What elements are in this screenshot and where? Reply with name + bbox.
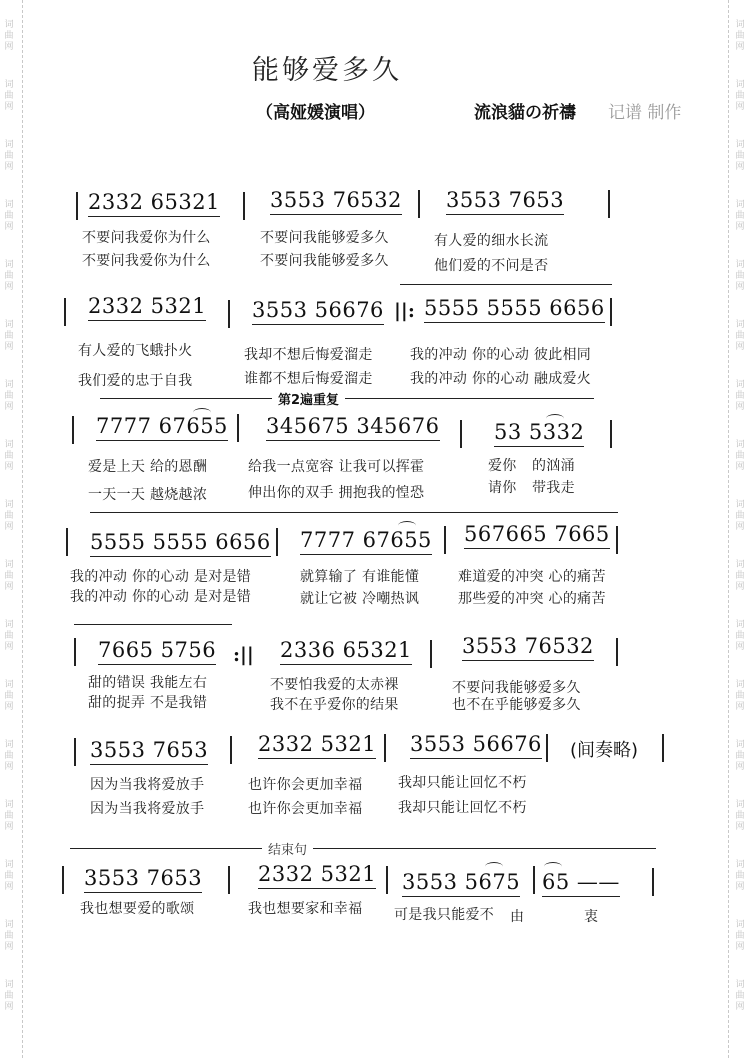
lyric-line: 我的冲动 你的心动 是对是错: [70, 589, 252, 605]
lyric-line: 我的冲动 你的心动 融成爱火: [410, 371, 592, 387]
volta-bracket: [400, 284, 612, 285]
barline: [546, 734, 548, 762]
interlude-note: (间奏略): [570, 740, 639, 761]
lyric-line: 也不在乎能够爱多久: [452, 697, 581, 713]
watermark-text: 词 曲 网: [735, 740, 745, 772]
lyric-line: 我也想要爱的歌颂: [80, 901, 195, 917]
watermark-text: 词 曲 网: [735, 800, 745, 832]
lyric-line: 不要问我爱你为什么: [82, 253, 211, 269]
barline: [610, 420, 612, 448]
lyric-line: 爱是上天 给的恩酬: [88, 459, 208, 475]
barline: [74, 738, 76, 766]
notation-measure: 3553 76532: [270, 188, 402, 212]
barline: [533, 866, 535, 894]
watermark-text: 词 曲 网: [4, 560, 14, 592]
song-title: 能够爱多久: [252, 55, 402, 86]
watermark-text: 词 曲 网: [4, 860, 14, 892]
lyric-line: 不要怕我爱的太赤裸: [270, 677, 399, 693]
lyric-line: 爱你: [488, 458, 517, 474]
watermark-text: 词 曲 网: [4, 800, 14, 832]
watermark-text: 词 曲 网: [735, 560, 745, 592]
lyric-line: 不要问我爱你为什么: [82, 230, 211, 246]
barline: [74, 638, 76, 666]
tie-arc: [398, 521, 416, 530]
lyric-line: 衷: [584, 909, 599, 925]
watermark-text: 词 曲 网: [4, 500, 14, 532]
lyric-line: 我的冲动 你的心动 是对是错: [70, 569, 252, 585]
lyric-line: 我也想要家和幸福: [248, 901, 363, 917]
lyric-line: 难道爱的冲突 心的痛苦: [458, 569, 606, 585]
lyric-line: 由: [510, 909, 525, 925]
lyric-line: 带我走: [532, 480, 575, 496]
notation-measure: 7777 67655: [96, 414, 228, 438]
lyric-line: 甜的捉弄 不是我错: [88, 695, 208, 711]
barline: [662, 734, 664, 762]
notation-measure: 3553 56676: [252, 298, 384, 322]
lyric-line: 不要问我能够爱多久: [452, 680, 581, 696]
barline: [228, 300, 230, 328]
barline: [62, 866, 64, 894]
lyric-line: 也许你会更加幸福: [248, 801, 363, 817]
lyric-line: 因为当我将爱放手: [90, 801, 205, 817]
watermark-text: 词 曲 网: [735, 620, 745, 652]
lyric-line: 他们爱的不问是否: [434, 258, 549, 274]
repeat-start-sign: ||:: [394, 300, 415, 322]
singer-subtitle: （高娅媛演唱）: [256, 103, 375, 123]
tie-arc: [546, 414, 564, 423]
watermark-text: 词 曲 网: [4, 380, 14, 412]
notation-measure: 5555 5555 6656: [424, 296, 605, 320]
watermark-text: 词 曲 网: [735, 860, 745, 892]
watermark-text: 词 曲 网: [4, 440, 14, 472]
barline: [386, 866, 388, 894]
repeat-end-sign: :||: [233, 644, 254, 666]
lyric-line: 的汹涌: [532, 458, 575, 474]
notation-measure: 5555 5555 6656: [90, 530, 271, 554]
ending-line: [70, 848, 656, 849]
notation-measure: 7777 67655: [300, 528, 432, 552]
barline: [243, 192, 245, 220]
lyric-line: 那些爱的冲突 心的痛苦: [458, 591, 606, 607]
lyric-line: 就让它被 冷嘲热讽: [300, 591, 420, 607]
lyric-line: 不要问我能够爱多久: [260, 253, 389, 269]
lyric-line: 请你: [488, 480, 517, 496]
notation-measure: 3553 56676: [410, 732, 542, 756]
barline: [608, 190, 610, 218]
watermark-text: 词 曲 网: [735, 260, 745, 292]
notation-measure: 3553 7653: [446, 188, 564, 212]
barline: [418, 190, 420, 218]
lyric-line: 我却只能让回忆不朽: [398, 775, 527, 791]
barline: [276, 528, 278, 556]
watermark-text: 词 曲 网: [735, 500, 745, 532]
lyric-line: 我却只能让回忆不朽: [398, 800, 527, 816]
watermark-text: 词 曲 网: [735, 80, 745, 112]
barline: [64, 298, 66, 326]
lyric-line: 也许你会更加幸福: [248, 777, 363, 793]
left-cut-line: [22, 0, 23, 1058]
lyric-line: 我们爱的忠于自我: [78, 373, 193, 389]
barline: [616, 526, 618, 554]
notation-measure: 3553 7653: [90, 738, 208, 762]
volta-bracket: [74, 624, 232, 625]
barline: [76, 192, 78, 220]
watermark-text: 词 曲 网: [4, 260, 14, 292]
barline: [66, 528, 68, 556]
watermark-text: 词 曲 网: [735, 980, 745, 1012]
ending-label: 结束句: [262, 839, 313, 858]
notation-measure: 2332 5321: [258, 862, 376, 886]
volta-bracket: [90, 512, 618, 513]
watermark-text: 词 曲 网: [735, 920, 745, 952]
lyric-line: 有人爱的细水长流: [434, 233, 549, 249]
watermark-text: 词 曲 网: [735, 200, 745, 232]
barline: [652, 868, 654, 896]
watermark-text: 词 曲 网: [735, 440, 745, 472]
barline: [610, 298, 612, 326]
tie-arc: [544, 862, 562, 871]
lyric-line: 就算输了 有谁能懂: [300, 569, 420, 585]
notation-measure: 3553 7653: [84, 866, 202, 890]
barline: [228, 866, 230, 894]
watermark-text: 词 曲 网: [735, 320, 745, 352]
barline: [72, 416, 74, 444]
notation-measure: 2332 65321: [88, 190, 220, 214]
notation-measure: 7665 5756: [98, 638, 216, 662]
watermark-text: 词 曲 网: [4, 200, 14, 232]
watermark-text: 词 曲 网: [735, 140, 745, 172]
lyric-line: 一天一天 越烧越浓: [88, 487, 208, 503]
notation-measure: 3553 76532: [462, 634, 594, 658]
watermark-text: 词 曲 网: [4, 80, 14, 112]
watermark-text: 词 曲 网: [4, 620, 14, 652]
notation-measure: 345675 345676: [266, 414, 440, 438]
barline: [230, 736, 232, 764]
notation-measure: 2336 65321: [280, 638, 412, 662]
faded-credit: 记谱 制作: [608, 103, 682, 123]
watermark-text: 词 曲 网: [4, 980, 14, 1012]
lyric-line: 不要问我能够爱多久: [260, 230, 389, 246]
lyric-line: 有人爱的飞蛾扑火: [78, 343, 193, 359]
barline: [430, 640, 432, 668]
barline: [384, 734, 386, 762]
lyric-line: 甜的错误 我能左右: [88, 675, 208, 691]
lyric-line: 伸出你的双手 拥抱我的惶恐: [248, 485, 425, 501]
lyric-line: 因为当我将爱放手: [90, 777, 205, 793]
notation-measure: 2332 5321: [258, 732, 376, 756]
watermark-text: 词 曲 网: [735, 680, 745, 712]
lyric-line: 谁都不想后悔爱溜走: [244, 371, 373, 387]
barline: [237, 414, 239, 442]
barline: [616, 638, 618, 666]
lyric-line: 我的冲动 你的心动 彼此相同: [410, 347, 592, 363]
barline: [444, 526, 446, 554]
watermark-text: 词 曲 网: [735, 20, 745, 52]
watermark-text: 词 曲 网: [4, 680, 14, 712]
second-pass-label: 第2遍重复: [272, 389, 345, 408]
watermark-text: 词 曲 网: [735, 380, 745, 412]
tie-arc: [193, 408, 211, 417]
right-cut-line: [728, 0, 729, 1058]
lyric-line: 我不在乎爱你的结果: [270, 697, 399, 713]
lyric-line: 我却不想后悔爱溜走: [244, 347, 373, 363]
notation-measure: 2332 5321: [88, 294, 206, 318]
watermark-text: 词 曲 网: [4, 740, 14, 772]
watermark-text: 词 曲 网: [4, 140, 14, 172]
notation-measure: 65 ——: [542, 870, 620, 894]
barline: [460, 420, 462, 448]
watermark-text: 词 曲 网: [4, 320, 14, 352]
transcriber-credit: 流浪貓の祈禱: [474, 103, 576, 123]
notation-measure: 3553 5675: [402, 870, 520, 894]
tie-arc: [485, 862, 503, 871]
lyric-line: 可是我只能爱不: [394, 907, 495, 923]
notation-measure: 53 5332: [494, 420, 584, 444]
watermark-text: 词 曲 网: [4, 920, 14, 952]
second-pass-line: [100, 398, 594, 399]
watermark-text: 词 曲 网: [4, 20, 14, 52]
lyric-line: 给我一点宽容 让我可以挥霍: [248, 459, 425, 475]
notation-measure: 567665 7665: [464, 522, 610, 546]
